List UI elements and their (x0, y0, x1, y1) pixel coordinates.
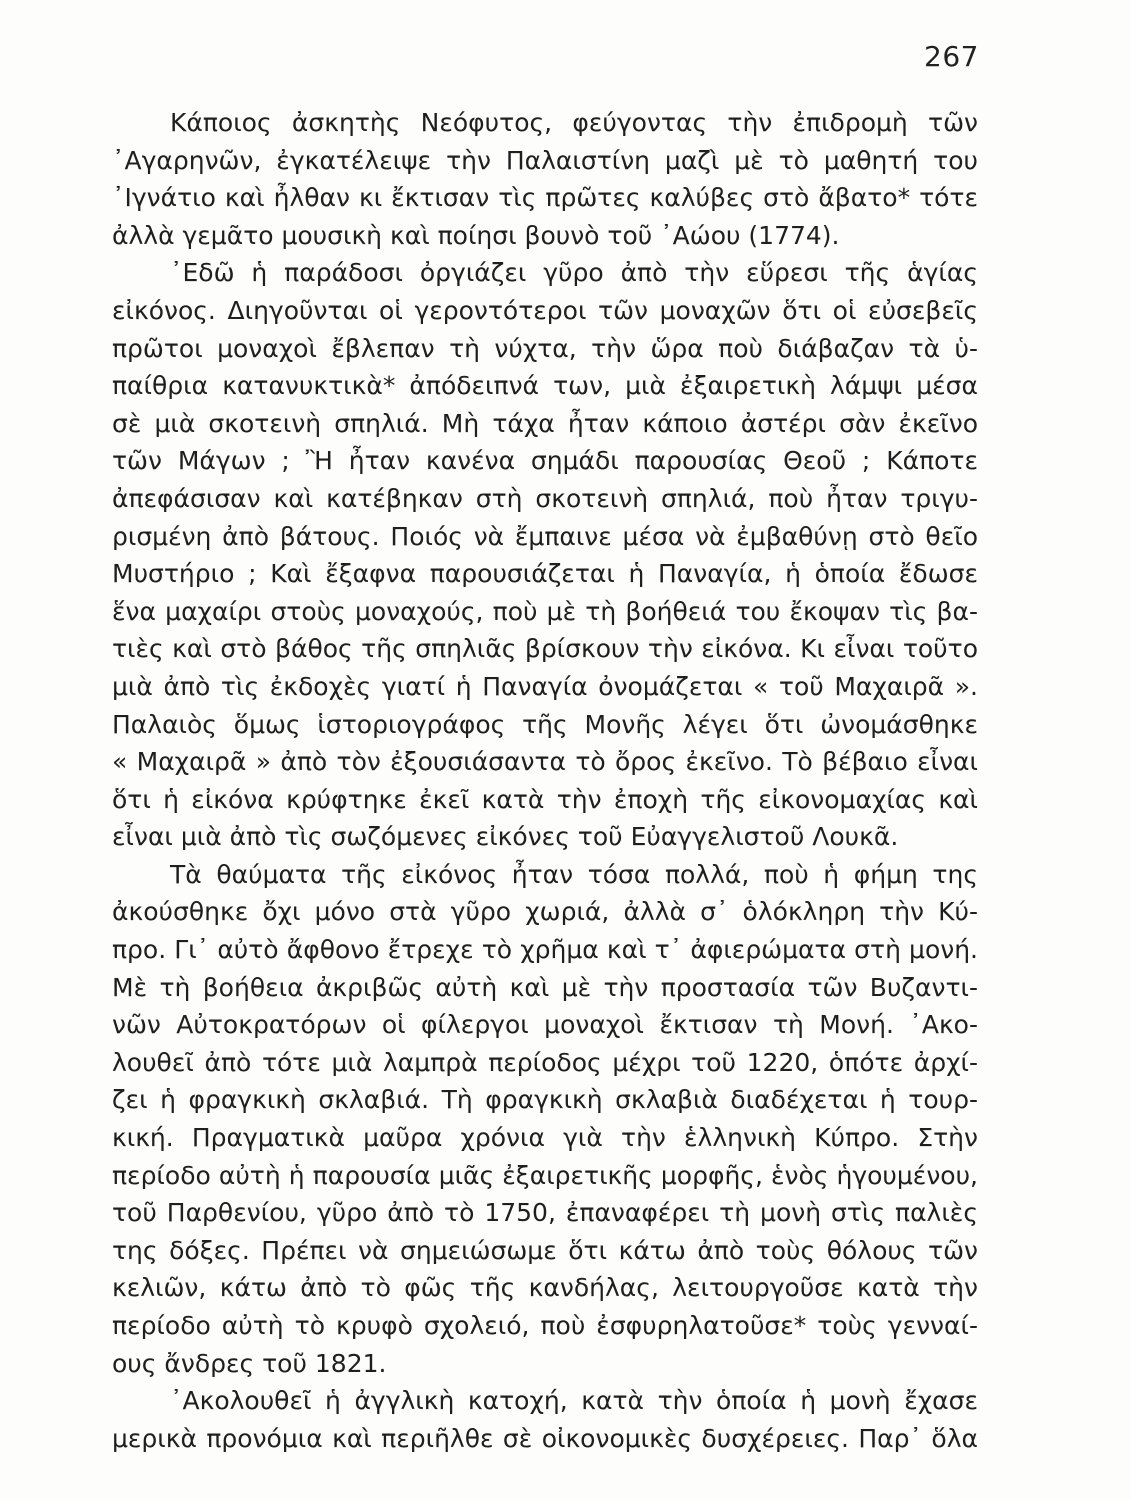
text-line: ἀκούσθηκε ὄχι μόνο στὰ γῦρο χωριά, ἀλλὰ σ᾿ ὁλόκληρη τὴν Κύ- (112, 897, 978, 927)
body-text (112, 104, 978, 1457)
text-line: Κάποιος ἀσκητὴς Νεόφυτος, φεύγοντας τὴν ἐπιδρομὴ τῶν (170, 108, 978, 137)
text-line: Παλαιὸς ὅμως ἱστοριογράφος τῆς Μονῆς λέγει ὅτι ὠνομάσθηκε (112, 709, 978, 739)
text-line: κελιῶν, κάτω ἀπὸ τὸ φῶς τῆς κανδήλας, λειτουργοῦσε κατὰ τὴν (112, 1273, 978, 1303)
text-line: Μὲ τὴ βοήθεια ἀκριβῶς αὐτὴ καὶ μὲ τὴν προστασία τῶν Βυζαντι- (112, 972, 978, 1002)
text-line: ὅτι ἡ εἰκόνα κρύφτηκε ἐκεῖ κατὰ τὴν ἐποχὴ τῆς εἰκονομαχίας καὶ (112, 784, 978, 814)
text-line: της δόξες. Πρέπει νὰ σημειώσωμε ὅτι κάτω ἀπὸ τοὺς θόλους τῶν (112, 1235, 978, 1265)
text-line: Μυστήριο ; Καὶ ἔξαφνα παρουσιάζεται ἡ Παναγία, ἡ ὁποία ἔδωσε (112, 559, 978, 589)
text-line: τῶν Μάγων ; Ἢ ἦταν κανένα σημάδι παρουσίας Θεοῦ ; Κάποτε (112, 446, 978, 476)
text-line: ᾿Αγαρηνῶν, ἐγκατέλειψε τὴν Παλαιστίνη μαζὶ μὲ τὸ μαθητή του (112, 145, 978, 175)
text-line: μερικὰ προνόμια καὶ περιῆλθε σὲ οἰκονομικὲς δυσχέρειες. Παρ᾿ ὅλα (112, 1423, 978, 1453)
text-line: Τὰ θαύματα τῆς εἰκόνος ἦταν τόσα πολλά, ποὺ ἡ φήμη της (170, 859, 978, 889)
text-line: ἕνα μαχαίρι στοὺς μοναχούς, ποὺ μὲ τὴ βοήθειά του ἔκοψαν τὶς βα- (112, 596, 978, 626)
text-line: νῶν Αὐτοκρατόρων οἱ φίλεργοι μοναχοὶ ἔκτισαν τὴ Μονή. ᾿Ακο- (112, 1010, 978, 1040)
text-line: σὲ μιὰ σκοτεινὴ σπηλιά. Μὴ τάχα ἦταν κάποιο ἀστέρι σὰν ἐκεῖνο (112, 408, 978, 438)
text-line: τιὲς καὶ στὸ βάθος τῆς σπηλιᾶς βρίσκουν τὴν εἰκόνα. Κι εἶναι τοῦτο (112, 634, 978, 664)
text-line: ᾿Ιγνάτιο καὶ ἦλθαν κι ἔκτισαν τὶς πρῶτες καλύβες στὸ ἄβατο* τότε (112, 183, 978, 213)
text-line: τοῦ Παρθενίου, γῦρο ἀπὸ τὸ 1750, ἐπαναφέρει τὴ μονὴ στὶς παλιὲς (112, 1198, 978, 1228)
text-line: λουθεῖ ἀπὸ τότε μιὰ λαμπρὰ περίοδος μέχρι τοῦ 1220, ὁπότε ἀρχί- (112, 1047, 978, 1077)
text-line: ᾿Εδῶ ἡ παράδοσι ὀργιάζει γῦρο ἀπὸ τὴν εὕρεσι τῆς ἁγίας (170, 258, 978, 288)
text-line: ᾿Ακολουθεῖ ἡ ἀγγλικὴ κατοχή, κατὰ τὴν ὁποία ἡ μονὴ ἔχασε (170, 1386, 978, 1416)
text-line: εἶναι μιὰ ἀπὸ τὶς σωζόμενες εἰκόνες τοῦ Εὐαγγελιστοῦ Λουκᾶ. (112, 822, 899, 852)
text-line: προ. Γι᾿ αὐτὸ ἄφθονο ἔτρεχε τὸ χρῆμα καὶ τ᾿ ἀφιερώματα στὴ μονή. (112, 935, 978, 965)
text-line: ρισμένη ἀπὸ βάτους. Ποιός νὰ ἔμπαινε μέσα νὰ ἐμβαθύνῃ στὸ θεῖο (112, 521, 978, 551)
text-line: περίοδο αὐτὴ τὸ κρυφὸ σχολειό, ποὺ ἐσφυρηλατοῦσε* τοὺς γενναί- (112, 1311, 978, 1340)
text-line: ἀπεφάσισαν καὶ κατέβηκαν στὴ σκοτεινὴ σπηλιά, ποὺ ἦταν τριγυ- (112, 483, 978, 513)
text-line: περίοδο αὐτὴ ἡ παρουσία μιᾶς ἐξαιρετικῆς μορφῆς, ἑνὸς ἡγουμένου, (112, 1160, 978, 1190)
text-line: ἀλλὰ γεμᾶτο μουσικὴ καὶ ποίησι βουνὸ τοῦ ᾿Αώου (1774). (112, 220, 840, 250)
text-line: παίθρια κατανυκτικὰ* ἀπόδειπνά των, μιὰ ἐξαιρετικὴ λάμψι μέσα (112, 371, 978, 401)
text-line: ζει ἡ φραγκικὴ σκλαβιά. Τὴ φραγκικὴ σκλαβιὰ διαδέχεται ἡ τουρ- (112, 1085, 978, 1115)
page-number: 267 (924, 40, 979, 73)
text-line: « Μαχαιρᾶ » ἀπὸ τὸν ἐξουσιάσαντα τὸ ὄρος ἐκεῖνο. Τὸ βέβαιο εἶναι (112, 747, 978, 777)
text-line: κική. Πραγματικὰ μαῦρα χρόνια γιὰ τὴν ἑλληνικὴ Κύπρο. Στὴν (112, 1123, 978, 1153)
text-line: πρῶτοι μοναχοὶ ἔβλεπαν τὴ νύχτα, τὴν ὥρα ποὺ διάβαζαν τὰ ὑ- (112, 333, 978, 363)
text-line: μιὰ ἀπὸ τὶς ἐκδοχὲς γιατί ἡ Παναγία ὀνομάζεται « τοῦ Μαχαιρᾶ ». (112, 671, 978, 701)
text-line: ους ἄνδρες τοῦ 1821. (112, 1348, 387, 1378)
text-line: εἰκόνος. Διηγοῦνται οἱ γεροντότεροι τῶν μοναχῶν ὅτι οἱ εὐσεβεῖς (112, 295, 978, 325)
